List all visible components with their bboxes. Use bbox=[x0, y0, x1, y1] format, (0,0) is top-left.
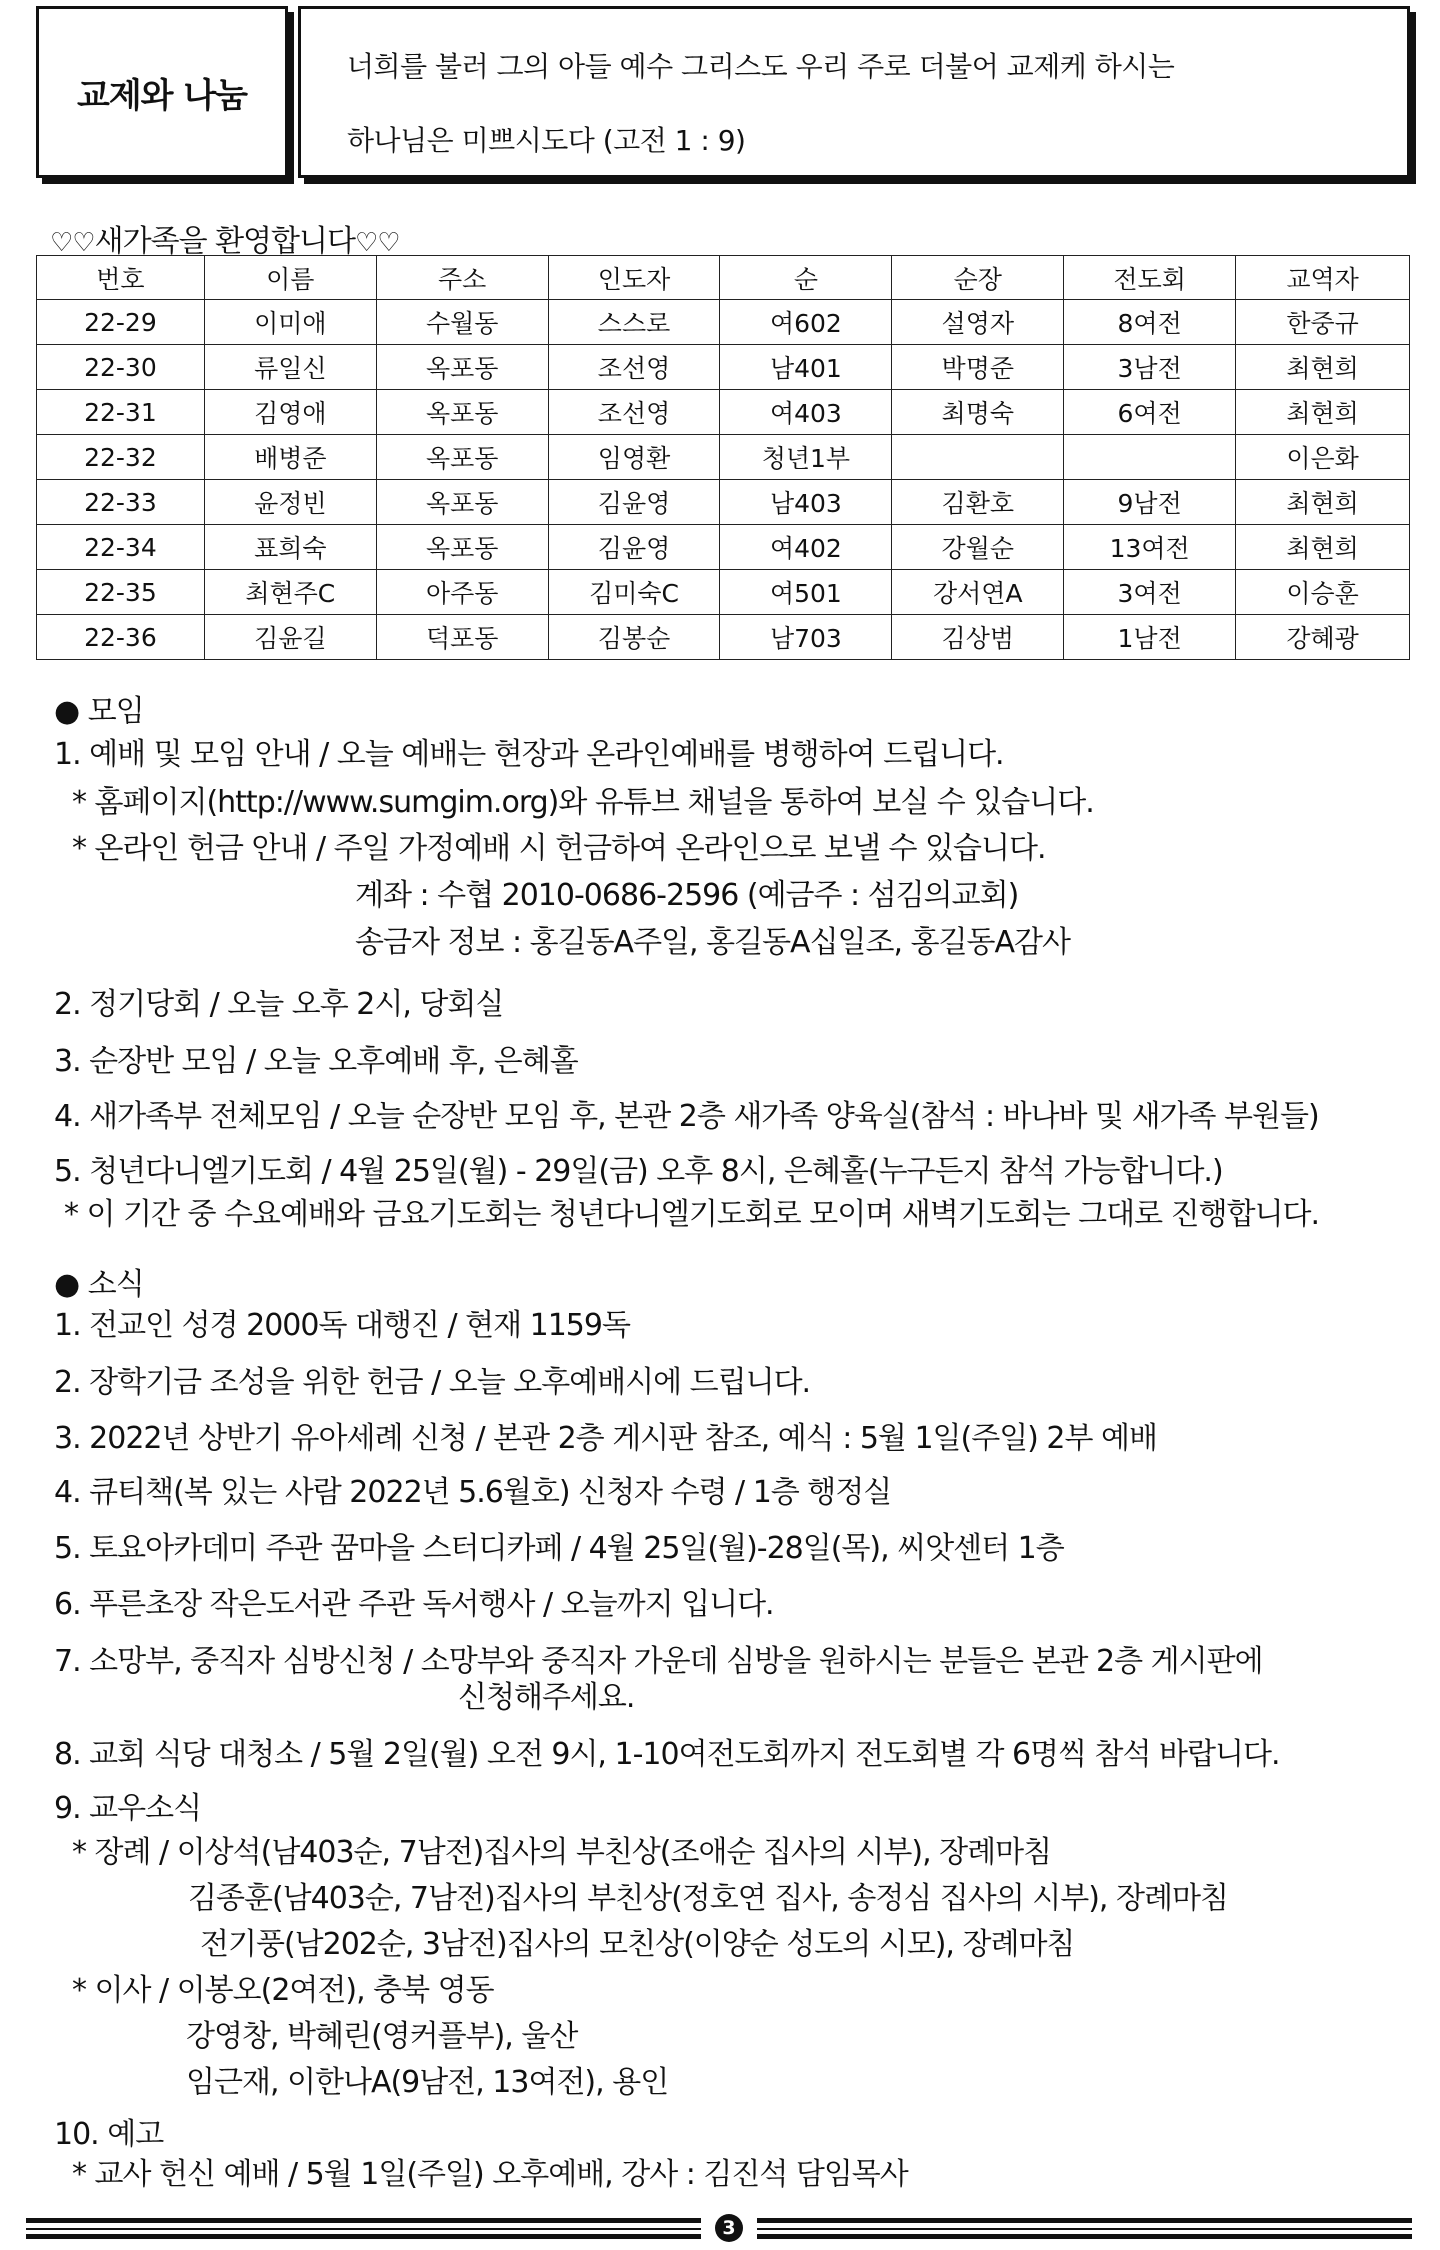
table-cell: 강월순 bbox=[892, 525, 1064, 570]
column-header: 순장 bbox=[892, 256, 1064, 300]
table-cell: 남703 bbox=[720, 615, 892, 660]
table-cell: 8여전 bbox=[1064, 300, 1236, 345]
table-cell: 배병준 bbox=[204, 435, 376, 480]
meeting-item-1-online-offering: * 온라인 헌금 안내 / 주일 가정예배 시 헌금하여 온라인으로 보낼 수 있습니다. bbox=[72, 831, 1046, 866]
verse-box bbox=[298, 6, 1410, 178]
verse-line-2: 하나님은 미쁘시도다 (고전 1 : 9) bbox=[347, 124, 746, 157]
table-cell: 조선영 bbox=[548, 345, 720, 390]
table-cell: 3여전 bbox=[1064, 570, 1236, 615]
meeting-item-1: 1. 예배 및 모임 안내 / 오늘 예배는 현장과 온라인예배를 병행하여 드립니다. bbox=[54, 737, 1004, 772]
table-cell: 22-33 bbox=[37, 480, 205, 525]
table-row bbox=[37, 525, 1410, 570]
news-item-9-funeral-3: 전기풍(남202순, 3남전)집사의 모친상(이양순 성도의 시모), 장례마침 bbox=[200, 1927, 1075, 1962]
table-cell: 김봉순 bbox=[548, 615, 720, 660]
column-header: 이름 bbox=[204, 256, 376, 300]
column-header: 주소 bbox=[376, 256, 548, 300]
meeting-item-1-homepage: * 홈페이지(http://www.sumgim.org)와 유튜브 채널을 통하여 보실 수 있습니다. bbox=[72, 785, 1094, 820]
footer-rule-right-bottom bbox=[757, 2234, 1412, 2239]
news-heading: ● 소식 bbox=[54, 1267, 144, 1302]
table-cell: 여403 bbox=[720, 390, 892, 435]
section-title: 교제와 나눔 bbox=[76, 75, 248, 116]
table-cell: 김윤길 bbox=[204, 615, 376, 660]
table-cell: 옥포동 bbox=[376, 525, 548, 570]
news-item-8: 8. 교회 식당 대청소 / 5월 2일(월) 오전 9시, 1-10여전도회까지 전도회별 각 6명씩 참석 바랍니다. bbox=[54, 1737, 1280, 1772]
table-cell: 여501 bbox=[720, 570, 892, 615]
table-cell: 22-32 bbox=[37, 435, 205, 480]
welcome-title-text: 새가족을 환영합니다 bbox=[94, 224, 355, 259]
table-cell: 최현희 bbox=[1236, 480, 1410, 525]
table-cell: 최현희 bbox=[1236, 345, 1410, 390]
table-cell: 표희숙 bbox=[204, 525, 376, 570]
meeting-item-5-note: * 이 기간 중 수요예배와 금요기도회는 청년다니엘기도회로 모이며 새벽기도회는 그대로 진행합니다. bbox=[64, 1197, 1320, 1232]
table-cell: 스스로 bbox=[548, 300, 720, 345]
table-cell: 한중규 bbox=[1236, 300, 1410, 345]
table-cell: 남401 bbox=[720, 345, 892, 390]
table-cell: 청년1부 bbox=[720, 435, 892, 480]
column-header: 전도회 bbox=[1064, 256, 1236, 300]
heart-icon: ♡♡ bbox=[50, 228, 95, 258]
news-item-7: 7. 소망부, 중직자 심방신청 / 소망부와 중직자 가운데 심방을 원하시는 분들은 본관 2층 게시판에 bbox=[54, 1644, 1263, 1679]
news-item-1: 1. 전교인 성경 2000독 대행진 / 현재 1159독 bbox=[54, 1308, 630, 1343]
news-item-9-move-1: * 이사 / 이봉오(2여전), 충북 영동 bbox=[72, 1973, 494, 2008]
table-cell: 남403 bbox=[720, 480, 892, 525]
column-header: 순 bbox=[720, 256, 892, 300]
table-cell: 조선영 bbox=[548, 390, 720, 435]
table-row bbox=[37, 390, 1410, 435]
table-cell: 22-35 bbox=[37, 570, 205, 615]
table-row bbox=[37, 615, 1410, 660]
table-cell: 김환호 bbox=[892, 480, 1064, 525]
verse-line-1: 너희를 불러 그의 아들 예수 그리스도 우리 주로 더불어 교제케 하시는 bbox=[347, 50, 1175, 83]
welcome-heading bbox=[50, 216, 400, 260]
table-cell: 김윤영 bbox=[548, 525, 720, 570]
column-header: 인도자 bbox=[548, 256, 720, 300]
table-cell: 윤정빈 bbox=[204, 480, 376, 525]
table-cell: 옥포동 bbox=[376, 390, 548, 435]
table-cell: 최현희 bbox=[1236, 390, 1410, 435]
news-item-9: 9. 교우소식 bbox=[54, 1791, 202, 1826]
page-footer bbox=[26, 2214, 1412, 2240]
table-cell: 6여전 bbox=[1064, 390, 1236, 435]
news-item-9-move-3: 임근재, 이한나A(9남전, 13여전), 용인 bbox=[186, 2065, 669, 2100]
table-cell: 옥포동 bbox=[376, 480, 548, 525]
table-row bbox=[37, 300, 1410, 345]
table-cell: 최현주C bbox=[204, 570, 376, 615]
new-members-table bbox=[36, 255, 1410, 660]
table-cell: 수월동 bbox=[376, 300, 548, 345]
table-cell: 김미숙C bbox=[548, 570, 720, 615]
table-cell: 22-29 bbox=[37, 300, 205, 345]
table-header-row bbox=[37, 256, 1410, 300]
table-cell: 1남전 bbox=[1064, 615, 1236, 660]
table-cell: 김윤영 bbox=[548, 480, 720, 525]
meeting-item-3: 3. 순장반 모임 / 오늘 오후예배 후, 은혜홀 bbox=[54, 1044, 578, 1079]
news-item-10-note: * 교사 헌신 예배 / 5월 1일(주일) 오후예배, 강사 : 김진석 담임목사 bbox=[72, 2157, 908, 2192]
meetings-heading: ● 모임 bbox=[54, 694, 144, 729]
footer-rule-right bbox=[757, 2218, 1412, 2223]
table-cell: 3남전 bbox=[1064, 345, 1236, 390]
table-cell: 임영환 bbox=[548, 435, 720, 480]
table-cell: 22-36 bbox=[37, 615, 205, 660]
table-row bbox=[37, 480, 1410, 525]
table-cell: 최명숙 bbox=[892, 390, 1064, 435]
table-row bbox=[37, 435, 1410, 480]
table-cell bbox=[1064, 435, 1236, 480]
meeting-item-4: 4. 새가족부 전체모임 / 오늘 순장반 모임 후, 본관 2층 새가족 양육실(참석 : 바나바 및 새가족 부원들) bbox=[54, 1099, 1319, 1134]
news-item-7-cont: 신청해주세요. bbox=[458, 1680, 635, 1715]
table-cell: 설영자 bbox=[892, 300, 1064, 345]
meeting-item-2: 2. 정기당회 / 오늘 오후 2시, 당회실 bbox=[54, 987, 504, 1022]
footer-rule-left-thin bbox=[26, 2228, 701, 2230]
table-cell: 옥포동 bbox=[376, 435, 548, 480]
meeting-item-5: 5. 청년다니엘기도회 / 4월 25일(월) - 29일(금) 오후 8시, 은혜홀(누구든지 참석 가능합니다.) bbox=[54, 1154, 1223, 1189]
table-cell: 강혜광 bbox=[1236, 615, 1410, 660]
table-row bbox=[37, 345, 1410, 390]
table-cell: 김영애 bbox=[204, 390, 376, 435]
heart-icon: ♡♡ bbox=[354, 228, 400, 258]
news-item-9-funeral-2: 김종훈(남403순, 7남전)집사의 부친상(정호연 집사, 송정심 집사의 시부), 장례마침 bbox=[188, 1881, 1228, 1916]
news-item-9-funeral-1: * 장례 / 이상석(남403순, 7남전)집사의 부친상(조애순 집사의 시부), 장례마침 bbox=[72, 1835, 1052, 1870]
meeting-item-1-sender-info: 송금자 정보 : 홍길동A주일, 홍길동A십일조, 홍길동A감사 bbox=[355, 925, 1071, 960]
page-number: 3 bbox=[715, 2214, 743, 2242]
table-cell: 아주동 bbox=[376, 570, 548, 615]
table-cell: 덕포동 bbox=[376, 615, 548, 660]
table-cell: 13여전 bbox=[1064, 525, 1236, 570]
table-cell: 이미애 bbox=[204, 300, 376, 345]
column-header: 교역자 bbox=[1236, 256, 1410, 300]
table-cell: 강서연A bbox=[892, 570, 1064, 615]
news-item-6: 6. 푸른초장 작은도서관 주관 독서행사 / 오늘까지 입니다. bbox=[54, 1587, 774, 1622]
table-cell: 이은화 bbox=[1236, 435, 1410, 480]
table-cell bbox=[892, 435, 1064, 480]
table-cell: 김상범 bbox=[892, 615, 1064, 660]
table-row bbox=[37, 570, 1410, 615]
table-cell: 9남전 bbox=[1064, 480, 1236, 525]
table-cell: 최현희 bbox=[1236, 525, 1410, 570]
news-item-2: 2. 장학기금 조성을 위한 헌금 / 오늘 오후예배시에 드립니다. bbox=[54, 1365, 811, 1400]
news-item-9-move-2: 강영창, 박혜린(영커플부), 울산 bbox=[186, 2019, 578, 2054]
news-item-4: 4. 큐티책(복 있는 사람 2022년 5.6월호) 신청자 수령 / 1층 행정실 bbox=[54, 1475, 892, 1510]
footer-rule-right-thin bbox=[757, 2228, 1412, 2230]
table-cell: 여402 bbox=[720, 525, 892, 570]
news-item-5: 5. 토요아카데미 주관 꿈마을 스터디카페 / 4월 25일(월)-28일(목), 씨앗센터 1층 bbox=[54, 1531, 1064, 1566]
footer-rule-left bbox=[26, 2218, 701, 2223]
news-item-3: 3. 2022년 상반기 유아세례 신청 / 본관 2층 게시판 참조, 예식 : 5월 1일(주일) 2부 예배 bbox=[54, 1421, 1157, 1456]
section-title-box bbox=[36, 6, 288, 178]
table-cell: 22-34 bbox=[37, 525, 205, 570]
table-cell: 22-31 bbox=[37, 390, 205, 435]
table-cell: 이승훈 bbox=[1236, 570, 1410, 615]
meeting-item-1-account: 계좌 : 수협 2010-0686-2596 (예금주 : 섬김의교회) bbox=[355, 878, 1019, 913]
table-cell: 옥포동 bbox=[376, 345, 548, 390]
table-cell: 여602 bbox=[720, 300, 892, 345]
table-cell: 류일신 bbox=[204, 345, 376, 390]
table-cell: 22-30 bbox=[37, 345, 205, 390]
table-cell: 박명준 bbox=[892, 345, 1064, 390]
news-item-10: 10. 예고 bbox=[54, 2117, 164, 2152]
footer-rule-left-bottom bbox=[26, 2234, 701, 2239]
column-header: 번호 bbox=[37, 256, 205, 300]
